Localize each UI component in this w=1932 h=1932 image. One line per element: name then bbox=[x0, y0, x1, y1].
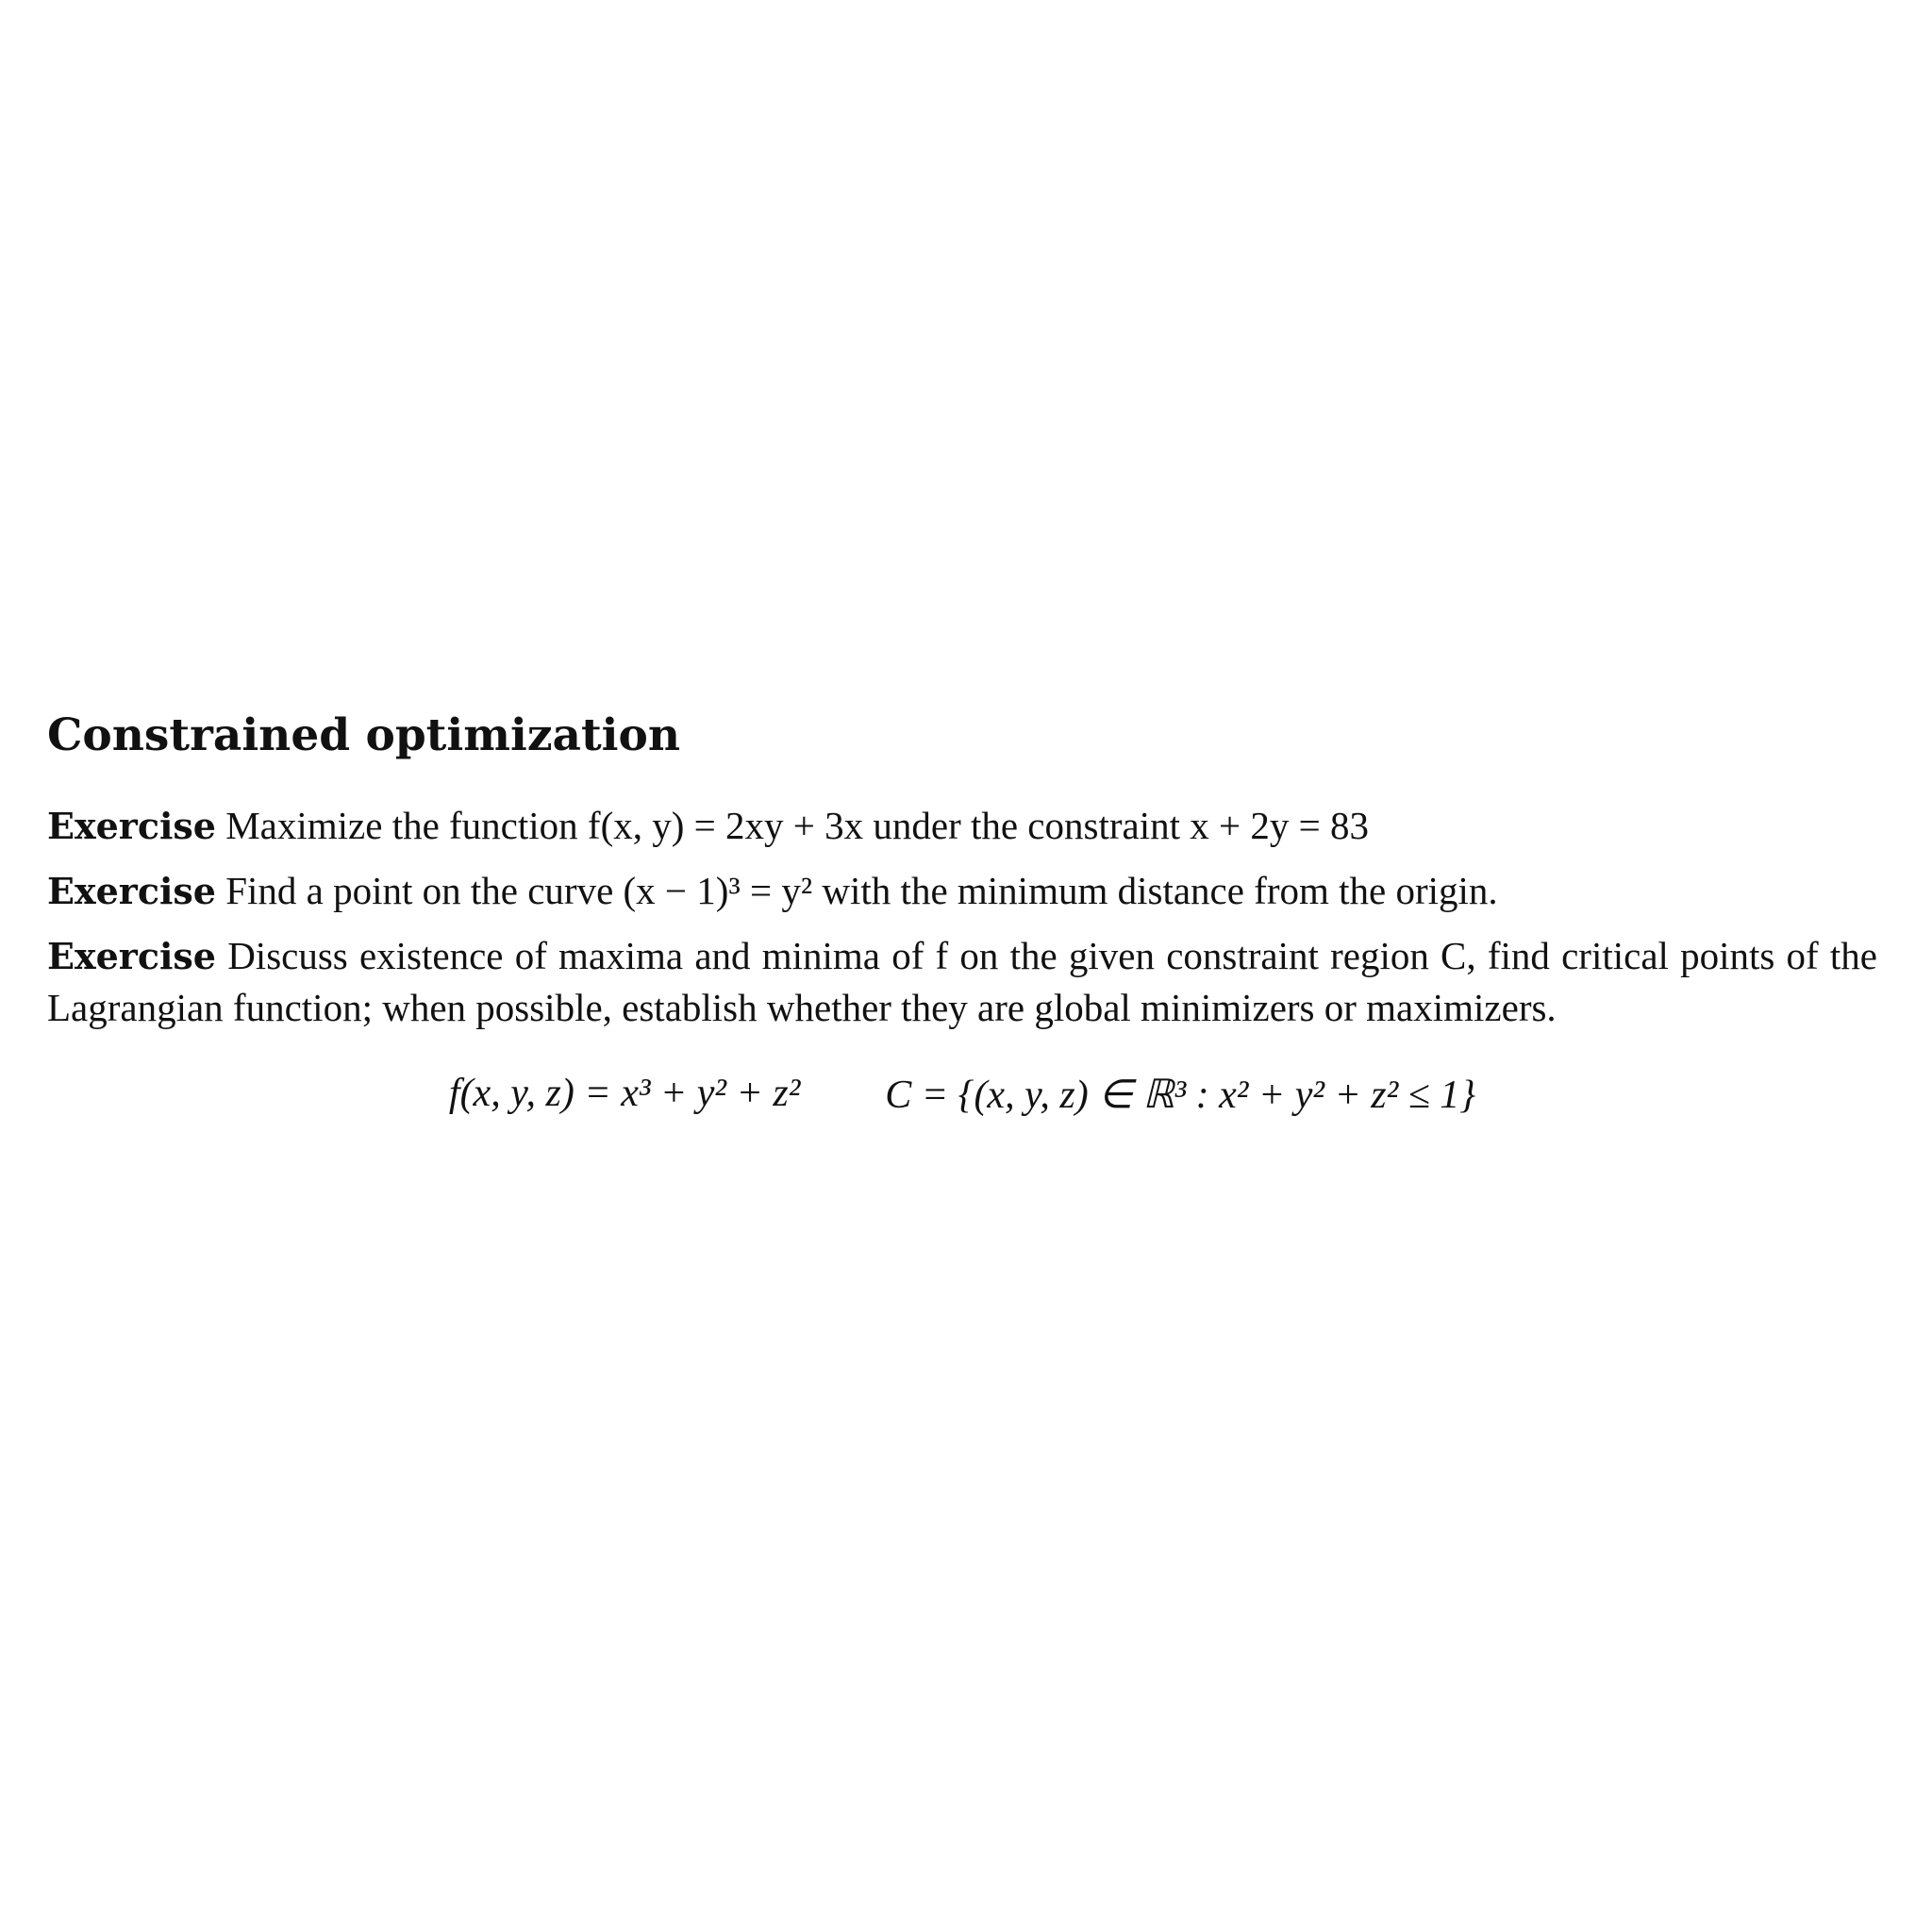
exercise-2-label: Exercise bbox=[47, 870, 216, 913]
document-page bbox=[47, 709, 1877, 1118]
exercise-2-text: Find a point on the curve (x − 1)³ = y² with the minimum distance from the origin. bbox=[225, 869, 1498, 913]
section-heading: Constrained optimization bbox=[47, 709, 681, 761]
exercise-3 bbox=[47, 930, 1877, 1033]
function-definition: f(x, y, z) = x³ + y² + z² bbox=[448, 1072, 801, 1116]
exercise-3-text: Discuss existence of maxima and minima of f on the given constraint region C, find critical points of the Lagrangian function; when possible, establish whether they are global minimizers or maximizers. bbox=[47, 934, 1877, 1030]
exercise-3-label: Exercise bbox=[47, 935, 216, 978]
exercise-1-label: Exercise bbox=[47, 805, 216, 848]
constraint-region: C = {(x, y, z) ∈ ℝ³ : x² + y² + z² ≤ 1} bbox=[885, 1074, 1476, 1118]
display-equation bbox=[47, 1071, 1877, 1118]
exercise-2 bbox=[47, 865, 1877, 917]
exercise-1-text: Maximize the function f(x, y) = 2xy + 3x under the constraint x + 2y = 83 bbox=[225, 804, 1369, 848]
exercise-1 bbox=[47, 800, 1877, 852]
